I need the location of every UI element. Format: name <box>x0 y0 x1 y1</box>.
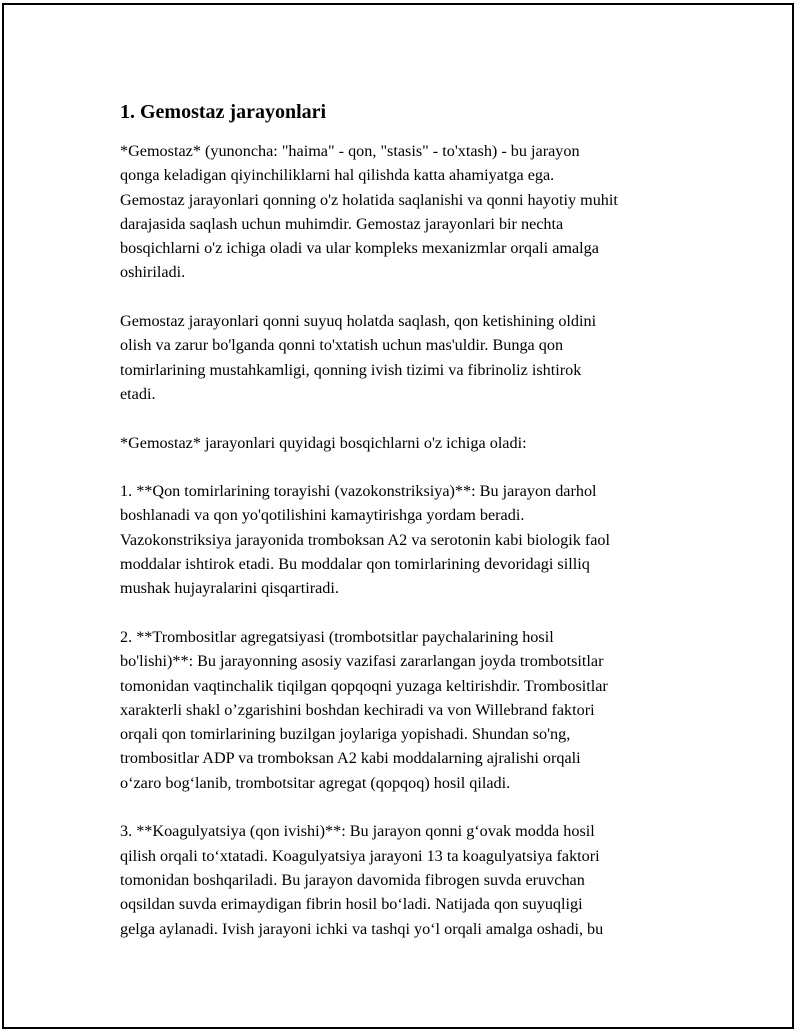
text-line: o‘zaro bog‘lanib, trombotsitar agregat (qopqoq) hosil qiladi. <box>120 773 511 792</box>
text-line: bo'lishi)**: Bu jarayonning asosiy vazifasi zararlangan joyda trombotsitlar <box>120 652 604 671</box>
text-line: 1. **Qon tomirlarining torayishi (vazokonstriksiya)**: Bu jarayon darhol <box>120 482 597 501</box>
text-line: darajasida saqlash uchun muhimdir. Gemostaz jarayonlari bir nechta <box>120 214 564 233</box>
text-line: tomirlarining mustahkamligi, qonning ivish tizimi va fibrinoliz ishtirok <box>120 360 582 379</box>
text-line: oshiriladi. <box>120 263 186 282</box>
text-line: qonga keladigan qiyinchiliklarni hal qilishda katta ahamiyatga ega. <box>120 166 555 185</box>
text-line: Gemostaz jarayonlari qonning o'z holatida saqlanishi va qonni hayotiy muhit <box>120 190 618 209</box>
paragraph-function <box>120 309 710 406</box>
text-line: moddalar ishtirok etadi. Bu moddalar qon tomirlarining devoridagi silliq <box>120 555 590 574</box>
text-line: mushak hujayralarini qisqartiradi. <box>120 579 339 598</box>
text-line: xarakterli shakl o’zgarishini boshdan kechiradi va von Willebrand faktori <box>120 700 595 719</box>
text-line: bosqichlarni o'z ichiga oladi va ular kompleks mexanizmlar orqali amalga <box>120 239 599 258</box>
paragraph-stage-3 <box>120 819 710 940</box>
paragraph-stage-2 <box>120 625 710 795</box>
document-body <box>120 100 710 965</box>
paragraph-intro <box>120 139 710 285</box>
paragraph-stages-intro <box>120 431 710 455</box>
text-line: *Gemostaz* jarayonlari quyidagi bosqichlarni o'z ichiga oladi: <box>120 433 527 452</box>
text-line: tomonidan vaqtinchalik tiqilgan qopqoqni yuzaga keltirishdir. Trombositlar <box>120 676 608 695</box>
text-line: orqali qon tomirlarining buzilgan joylariga yopishadi. Shundan so'ng, <box>120 725 571 744</box>
text-line: *Gemostaz* (yunoncha: "haima" - qon, "stasis" - to'xtash) - bu jarayon <box>120 142 580 160</box>
text-line: oqsildan suvda erimaydigan fibrin hosil bo‘ladi. Natijada qon suyuqligi <box>120 895 583 914</box>
text-line: gelga aylanadi. Ivish jarayoni ichki va tashqi yo‘l orqali amalga oshadi, bu <box>120 919 604 938</box>
text-line: qilish orqali to‘xtatadi. Koagulyatsiya jarayoni 13 ta koagulyatsiya faktori <box>120 846 600 865</box>
text-line: tomonidan boshqariladi. Bu jarayon davomida fibrogen suvda eruvchan <box>120 870 585 889</box>
page-title: 1. Gemostaz jarayonlari <box>120 101 327 123</box>
text-line: Vazokonstriksiya jarayonida tromboksan A2 va serotonin kabi biologik faol <box>120 530 611 549</box>
text-line: olish va zarur bo'lganda qonni to'xtatish uchun mas'uldir. Bunga qon <box>120 336 564 355</box>
text-line: boshlanadi va qon yo'qotilishini kamaytirishga yordam beradi. <box>120 506 525 525</box>
text-line: etadi. <box>120 384 156 403</box>
paragraph-stage-1 <box>120 479 710 600</box>
text-line: Gemostaz jarayonlari qonni suyuq holatda saqlash, qon ketishining oldini <box>120 312 597 331</box>
text-line: 3. **Koagulyatsiya (qon ivishi)**: Bu jarayon qonni g‘ovak modda hosil <box>120 822 595 841</box>
text-line: trombositlar ADP va tromboksan A2 kabi moddalarning ajralishi orqali <box>120 749 581 768</box>
page-frame <box>2 3 794 1029</box>
text-line: 2. **Trombositlar agregatsiyasi (trombotsitlar paychalarining hosil <box>120 627 554 646</box>
